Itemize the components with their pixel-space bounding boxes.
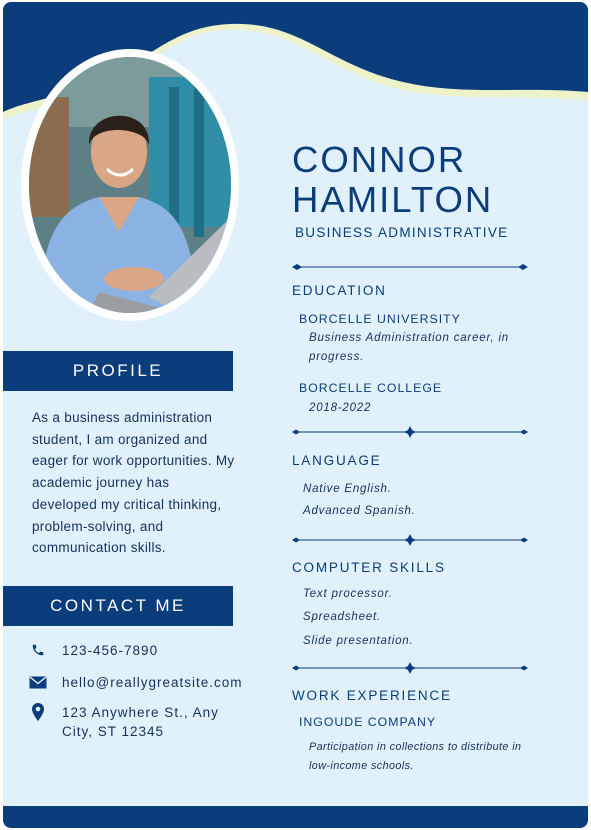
language-item-2: Advanced Spanish. <box>303 505 416 517</box>
contact-email <box>27 673 243 692</box>
profile-text: As a business administration student, I am organized and eager for work opportunities. My academic journey has developed my critical thinking, problem-solving, and communication skills. <box>32 410 235 556</box>
contact-banner: CONTACT ME <box>3 586 233 626</box>
divider-ornament <box>292 261 528 273</box>
skill-item-2: Spreadsheet. <box>303 611 382 623</box>
email-icon <box>27 673 49 691</box>
first-name: CONNOR <box>292 139 467 180</box>
phone-number: 123-456-7890 <box>62 643 159 658</box>
profile-photo <box>29 57 231 313</box>
language-item-1: Native English. <box>303 483 392 495</box>
name-heading <box>292 140 493 220</box>
work-detail-1: Participation in collections to distribute in low-income schools. <box>309 741 522 772</box>
divider-ornament <box>292 426 528 438</box>
education-school-1: BORCELLE UNIVERSITY <box>299 312 461 326</box>
email-address: hello@reallygreatsite.com <box>62 675 243 690</box>
work-company-1: INGOUDE COMPANY <box>299 715 437 729</box>
skill-item-1: Text processor. <box>303 588 393 600</box>
footer-bar <box>3 806 588 828</box>
job-title: BUSINESS ADMINISTRATIVE <box>295 225 509 240</box>
profile-banner: PROFILE <box>3 351 233 391</box>
divider-ornament <box>292 534 528 546</box>
contact-address <box>27 703 242 741</box>
resume-page <box>3 2 588 828</box>
street-address: 123 Anywhere St., Any City, ST 12345 <box>62 705 219 739</box>
education-school-2: BORCELLE COLLEGE <box>299 381 443 395</box>
location-pin-icon <box>27 703 49 721</box>
education-detail-1: Business Administration career, in progress. <box>309 332 509 363</box>
language-title: LANGUAGE <box>292 453 382 468</box>
education-detail-2: 2018-2022 <box>309 402 372 414</box>
work-experience-title: WORK EXPERIENCE <box>292 688 452 703</box>
divider-ornament <box>292 662 528 674</box>
skill-item-3: Slide presentation. <box>303 635 414 647</box>
last-name: HAMILTON <box>292 179 494 220</box>
contact-phone <box>27 641 158 660</box>
phone-icon <box>27 641 49 659</box>
computer-skills-title: COMPUTER SKILLS <box>292 560 446 575</box>
education-title: EDUCATION <box>292 283 387 298</box>
